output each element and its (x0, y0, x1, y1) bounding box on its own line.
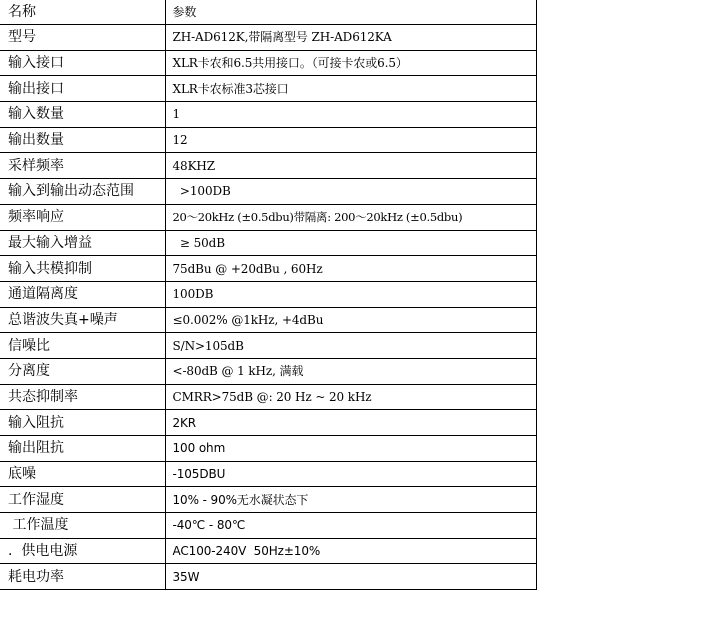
param-value: ≤0.002% @1kHz, +4dBu (165, 307, 536, 333)
table-row (0, 461, 536, 487)
param-name: 分离度 (0, 358, 165, 384)
table-row (0, 384, 536, 410)
param-value: ZH-AD612K,带隔离型号 ZH-AD612KA (165, 25, 536, 51)
param-name: 输入到输出动态范围 (0, 179, 165, 205)
param-value: 10% - 90%无水凝状态下 (165, 487, 536, 513)
param-value: ≥ 50dB (165, 230, 536, 256)
param-value: 100 ohm (165, 436, 536, 462)
table-row (0, 564, 536, 590)
param-value: CMRR>75dB @: 20 Hz ~ 20 kHz (165, 384, 536, 410)
table-row (0, 538, 536, 564)
param-name: 底噪 (0, 461, 165, 487)
table-row (0, 436, 536, 462)
table-header-row (0, 0, 536, 25)
param-name: 通道隔离度 (0, 281, 165, 307)
param-value: >100DB (165, 179, 536, 205)
table-row (0, 256, 536, 282)
param-name: . 供电电源 (0, 538, 165, 564)
param-name: 总谐波失真+噪声 (0, 307, 165, 333)
param-value: 35W (165, 564, 536, 590)
param-value: XLR卡农标准3芯接口 (165, 76, 536, 102)
table-row (0, 102, 536, 128)
table-row (0, 410, 536, 436)
param-value: 20～20kHz (±0.5dbu)带隔离: 200～20kHz (±0.5dbu) (165, 204, 536, 230)
param-name: 输出阻抗 (0, 436, 165, 462)
table-row (0, 153, 536, 179)
param-value: S/N>105dB (165, 333, 536, 359)
param-value: 2KR (165, 410, 536, 436)
param-value: <-80dB @ 1 kHz, 满载 (165, 358, 536, 384)
table-row (0, 25, 536, 51)
table-row (0, 358, 536, 384)
param-name: 型号 (0, 25, 165, 51)
param-value: XLR卡农和6.5共用接口。（可接卡农或6.5） (165, 50, 536, 76)
param-value: 48KHZ (165, 153, 536, 179)
param-name: 输入阻抗 (0, 410, 165, 436)
table-row (0, 204, 536, 230)
param-name: 耗电功率 (0, 564, 165, 590)
param-name: 输入数量 (0, 102, 165, 128)
table-row (0, 487, 536, 513)
table-row (0, 230, 536, 256)
param-value: 12 (165, 127, 536, 153)
param-name: 采样频率 (0, 153, 165, 179)
table-row (0, 307, 536, 333)
param-name: 信噪比 (0, 333, 165, 359)
param-value: 1 (165, 102, 536, 128)
header-value-cell: 参数 (165, 0, 536, 25)
param-name: 工作温度 (0, 513, 165, 539)
param-name: 输入接口 (0, 50, 165, 76)
table-row (0, 513, 536, 539)
table-row (0, 333, 536, 359)
table-row (0, 127, 536, 153)
param-value: -40℃ - 80℃ (165, 513, 536, 539)
param-name: 输入共模抑制 (0, 256, 165, 282)
param-name: 共态抑制率 (0, 384, 165, 410)
table-row (0, 179, 536, 205)
param-value: 100DB (165, 281, 536, 307)
param-value: 75dBu @ +20dBu , 60Hz (165, 256, 536, 282)
param-name: 工作湿度 (0, 487, 165, 513)
param-value: AC100-240V 50Hz±10% (165, 538, 536, 564)
param-value: -105DBU (165, 461, 536, 487)
param-name: 频率响应 (0, 204, 165, 230)
param-name: 最大输入增益 (0, 230, 165, 256)
param-name: 输出接口 (0, 76, 165, 102)
table-row (0, 281, 536, 307)
table-row (0, 76, 536, 102)
param-name: 输出数量 (0, 127, 165, 153)
header-name-cell: 名称 (0, 0, 165, 25)
table-row (0, 50, 536, 76)
